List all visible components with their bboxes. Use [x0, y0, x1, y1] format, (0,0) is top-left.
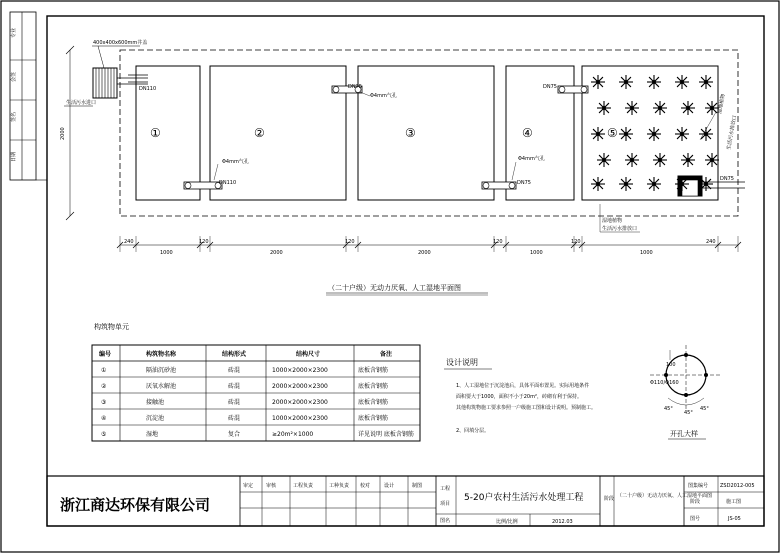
th-3: 结构尺寸 — [296, 351, 321, 358]
pipe-top-4-5 — [558, 86, 588, 93]
tb-label-3: 工种负责 — [329, 483, 350, 489]
chamber-num-3: ③ — [405, 126, 416, 140]
stage-label: 阶段 — [690, 499, 701, 505]
th-2: 结构形式 — [222, 351, 247, 358]
tb-label-1: 审核 — [266, 483, 277, 489]
cell-2-3: 2000×2000×2300 — [272, 399, 328, 406]
cell-3-3: 1000×2000×2300 — [272, 415, 328, 422]
cell-3-0: ④ — [101, 415, 107, 422]
plant-symbol — [619, 75, 633, 89]
plant-symbol — [647, 75, 661, 89]
dim-7: 1000 — [530, 250, 543, 256]
cell-2-4: 底板含钢筋 — [358, 399, 389, 406]
wetland-note-4: 生活污水排放口 — [602, 226, 638, 232]
cell-4-0: ⑤ — [101, 431, 107, 438]
label-dn75-right: DN75 — [720, 176, 734, 182]
plant-symbol — [675, 127, 689, 141]
cell-4-4: 详见说明 底板含钢筋 — [358, 431, 414, 438]
cell-0-0: ① — [101, 367, 107, 374]
detail-caption: 开孔大样 — [670, 430, 698, 438]
sheet-label-1: 项目 — [440, 501, 451, 507]
side-label-3: 日期 — [11, 151, 17, 162]
plant-symbol — [597, 101, 611, 115]
wetland-note-1: 湿地植物 — [717, 93, 727, 115]
tb-label-5: 设计 — [384, 483, 395, 489]
dim-2: 120 — [199, 239, 209, 245]
plant-symbol — [699, 177, 713, 191]
dim-6: 120 — [493, 239, 503, 245]
label-dn110-bottom: DN110 — [219, 180, 237, 186]
plan-caption: （二十户级）无动力厌氧、人工湿地平面图 — [328, 284, 461, 292]
chamber-num-4: ④ — [522, 126, 533, 140]
dim-4: 120 — [345, 239, 355, 245]
sheet-label-0: 工程 — [440, 486, 451, 492]
detail-angle-bottom: 45° — [684, 410, 693, 416]
sheet-no: JS-05 — [728, 516, 741, 522]
plant-symbol — [647, 127, 661, 141]
side-label-0: 专业 — [11, 27, 17, 38]
plant-symbol — [591, 127, 605, 141]
drawing-name: （二十户级）无动力厌氧、人工湿地平面图 — [617, 493, 713, 499]
inner-frame — [47, 16, 764, 526]
cell-0-4: 底板含钢筋 — [358, 367, 389, 374]
plant-symbol — [647, 177, 661, 191]
notes-line-2: 其他构筑物施工要求参照一户级施工图和设计说明。预制施工。 — [456, 405, 597, 411]
cell-1-0: ② — [101, 383, 107, 390]
notes-title: 设计说明 — [446, 358, 478, 367]
plant-symbol — [625, 153, 639, 167]
notes-line-1: 面积要大于1000，面积不小于20m²，砖砌有利于保持。 — [456, 394, 582, 400]
title-block — [47, 476, 764, 526]
cell-0-2: 砖混 — [228, 367, 241, 374]
pipe-top-1-2 — [128, 75, 148, 82]
cell-1-3: 2000×2000×2300 — [272, 383, 328, 390]
sheet-label: 图号 — [690, 516, 701, 522]
cell-2-0: ③ — [101, 399, 107, 406]
cell-4-3: ≥20m²×1000 — [272, 431, 314, 438]
company-name: 浙江商达环保有限公司 — [60, 496, 211, 514]
design-notes — [444, 357, 596, 434]
sheet-label-2: 图名 — [440, 518, 451, 524]
cell-2-2: 砖混 — [228, 399, 241, 406]
plant-symbol — [675, 177, 689, 191]
structure-table — [92, 322, 420, 441]
notes-line-3: 2、回填分层。 — [456, 428, 490, 434]
dim-5: 2000 — [418, 250, 431, 256]
pipe-box-label: 400x400x600mm井盖 — [93, 40, 148, 46]
detail-dim-top: 100 — [666, 362, 676, 368]
stage: 施工图 — [726, 499, 742, 505]
cell-4-1: 湿地 — [146, 431, 159, 438]
plant-symbol — [619, 177, 633, 191]
label-dn75-top1: DN75 — [348, 84, 362, 90]
inlet-box — [93, 68, 148, 98]
label-dn75-top2: DN75 — [543, 84, 557, 90]
cell-0-3: 1000×2000×2300 — [272, 367, 328, 374]
plan-view — [60, 39, 745, 295]
label-vent-2: Φ4mm气孔 — [222, 159, 249, 165]
cell-4-2: 复合 — [228, 431, 241, 438]
vertical-dim-text: 2000 — [60, 127, 66, 140]
plant-symbol — [597, 153, 611, 167]
wetland-note-2: 生活污水排放口 — [726, 114, 739, 151]
plant-symbol — [705, 153, 719, 167]
side-label-1: 会签 — [11, 71, 17, 82]
th-0: 编号 — [99, 351, 112, 358]
pipe-bottom-1-2 — [184, 182, 222, 189]
cell-3-2: 砖混 — [228, 415, 241, 422]
cell-2-1: 接触池 — [146, 399, 165, 406]
hole-detail — [650, 345, 722, 439]
dim-1: 1000 — [160, 250, 173, 256]
label-dn75-bottom: DN75 — [517, 180, 531, 186]
inlet-label: 生活污水进口 — [66, 100, 97, 106]
label-dn110-top: DN110 — [139, 86, 157, 92]
pipe-bottom-3-4 — [482, 182, 516, 189]
dim-0: 240 — [124, 239, 134, 245]
chamber-num-2: ② — [254, 126, 265, 140]
plant-symbol — [681, 153, 695, 167]
detail-angle-right: 45° — [700, 406, 709, 412]
drawing-no-label: 图集编号 — [688, 483, 709, 489]
th-4: 备注 — [380, 351, 393, 358]
cell-1-2: 砖混 — [228, 383, 241, 390]
detail-pipe-label: Φ110/Φ160 — [650, 380, 679, 386]
plant-symbol — [699, 75, 713, 89]
plant-symbol — [653, 153, 667, 167]
cell-1-4: 底板含钢筋 — [358, 383, 389, 390]
plant-symbol — [625, 101, 639, 115]
dim-10: 240 — [706, 239, 716, 245]
dim-9: 1000 — [640, 250, 653, 256]
side-label-2: 签名 — [11, 111, 17, 122]
label-vent-3: Φ4mm气孔 — [518, 156, 545, 162]
outlet-pipe — [678, 176, 745, 196]
cell-1-1: 厌氧水解池 — [146, 383, 177, 390]
outer-wall — [120, 50, 738, 216]
plant-symbol — [675, 75, 689, 89]
chamber-num-5: ⑤ — [607, 126, 618, 140]
tb-label-0: 审定 — [243, 483, 254, 489]
cell-0-1: 隔油沉砂池 — [146, 367, 177, 374]
project-name: 5-20户农村生活污水处理工程 — [464, 493, 584, 503]
plant-symbol — [619, 127, 633, 141]
table-title: 构筑物单元 — [94, 323, 129, 331]
chamber-num-1: ① — [150, 126, 161, 140]
drawing-no: ZSD2012-005 — [720, 483, 755, 489]
tb-label-2: 工程负责 — [293, 483, 314, 489]
plant-symbol — [591, 177, 605, 191]
notes-line-0: 1、人工湿地位于沉淀池后，具体平面布置见。实际用地条件 — [456, 383, 590, 389]
tb-label-4: 校对 — [360, 483, 371, 489]
chamber-3 — [358, 66, 494, 200]
plant-symbol — [591, 75, 605, 89]
dim-8: 120 — [571, 239, 581, 245]
cell-3-4: 底板含钢筋 — [358, 415, 389, 422]
detail-angle-left: 45° — [664, 406, 673, 412]
left-signoff-column — [10, 12, 47, 180]
stage-label-vert: 阶段 — [604, 496, 615, 502]
plant-symbol — [681, 101, 695, 115]
th-1: 构筑物名称 — [146, 351, 177, 358]
date: 2012.03 — [552, 519, 573, 525]
dim-3: 2000 — [270, 250, 283, 256]
label-vent-1: Φ4mm气孔 — [370, 93, 397, 99]
tb-label-6: 制图 — [412, 483, 423, 489]
scale-label: 比例/比例 — [496, 519, 518, 525]
cell-3-1: 沉淀池 — [146, 415, 165, 422]
plant-symbol — [653, 101, 667, 115]
wetland-note-3: 湿地植物 — [602, 218, 623, 224]
